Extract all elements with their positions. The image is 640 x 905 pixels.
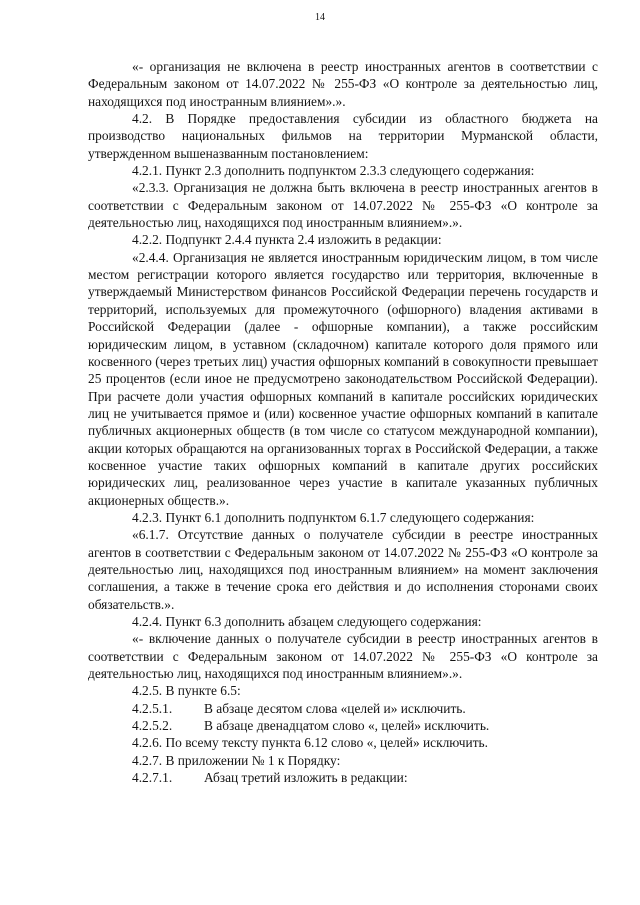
paragraph: 4.2.4. Пункт 6.3 дополнить абзацем следующего содержания:: [132, 614, 482, 629]
paragraph: «- включение данных о получателе субсидии в реестр иностранных агентов в соответствии с Федеральным законом от 14.07.2022 № 255-ФЗ «О контроле за деятельностью лиц, находящихся под иностранным влиянием».».: [88, 631, 598, 682]
paragraph: 4.2.5. В пункте 6.5:: [132, 683, 241, 699]
item-text: В абзаце десятом слова «целей и» исключить.: [204, 700, 466, 716]
paragraph: 4.2.7. В приложении № 1 к Порядку:: [132, 752, 341, 768]
item-text: В абзаце двенадцатом слово «, целей» исключить.: [204, 718, 490, 734]
paragraph: «2.3.3. Организация не должна быть включена в реестр иностранных агентов в соответствии с Федеральным законом от 14.07.2022 № 255-ФЗ «О контроле за деятельностью лиц, находящихся под иностранным влиянием».».: [88, 180, 598, 231]
paragraph: 4.2.1. Пункт 2.3 дополнить подпунктом 2.3.3 следующего содержания:: [132, 163, 535, 179]
numbered-item: [88, 769, 598, 786]
document-body: [88, 58, 598, 786]
paragraph: 4.2.3. Пункт 6.1 дополнить подпунктом 6.1.7 следующего содержания:: [132, 509, 535, 525]
paragraph: 4.2. В Порядке предоставления субсидии из областного бюджета на производство национальных фильмов на территории Мурманской области, утвержденном вышеназванным постановлением:: [88, 111, 598, 161]
numbered-item: [88, 717, 598, 734]
numbered-item: [88, 700, 598, 717]
paragraph: 4.2.2. Подпункт 2.4.4 пункта 2.4 изложить в редакции:: [132, 232, 442, 248]
item-number: 4.2.5.2.: [132, 718, 173, 734]
paragraph: 4.2.6. По всему тексту пункта 6.12 слово «, целей» исключить.: [132, 735, 489, 751]
item-number: 4.2.5.1.: [132, 700, 173, 716]
paragraph: «- организация не включена в реестр иностранных агентов в соответствии с Федеральным законом от 14.07.2022 № 255-ФЗ «О контроле за деятельностью лиц, находящихся под иностранным влиянием».».: [88, 59, 598, 109]
paragraph: «2.4.4. Организация не является иностранным юридическим лицом, в том числе местом регистрации которого является государство или территория, включенные в утверждаемый Министерством финансов Российской Федерации перечень государств и территорий, используемых для промежуточного (офшорного) владения активами в Российской Федерации (далее - офшорные компании), а также российским юридическим лицом, в уставном (складочном) капитале которого доля прямого или косвенного (через третьих лиц) участия офшорных компаний в совокупности превышает 25 процентов (если иное не предусмотрено законодательством Российской Федерации). При расчете доли участия офшорных компаний в капитале российских юридических лиц не учитывается прямое и (или) косвенное участие офшорных компаний в капитале публичных акционерных обществ (в том числе со статусом международной компании), акции которых обращаются на организованных торгах в Российской Федерации, а также косвенное участие таких офшорных компаний в капитале других российских юридических лиц, реализованное через участие в капитале указанных публичных акционерных обществ.».: [88, 249, 598, 508]
item-number: 4.2.7.1.: [132, 770, 173, 786]
paragraph: «6.1.7. Отсутствие данных о получателе субсидии в реестре иностранных агентов в соответствии с Федеральным законом от 14.07.2022 № 255-ФЗ «О контроле за деятельностью лиц, находящихся под иностранным влиянием» на момент заключения соглашения, а также в течение срока его действия и до исполнения сторонами своих обязательств.».: [88, 527, 598, 612]
page-number: 14: [315, 12, 325, 23]
item-text: Абзац третий изложить в редакции:: [204, 770, 408, 786]
